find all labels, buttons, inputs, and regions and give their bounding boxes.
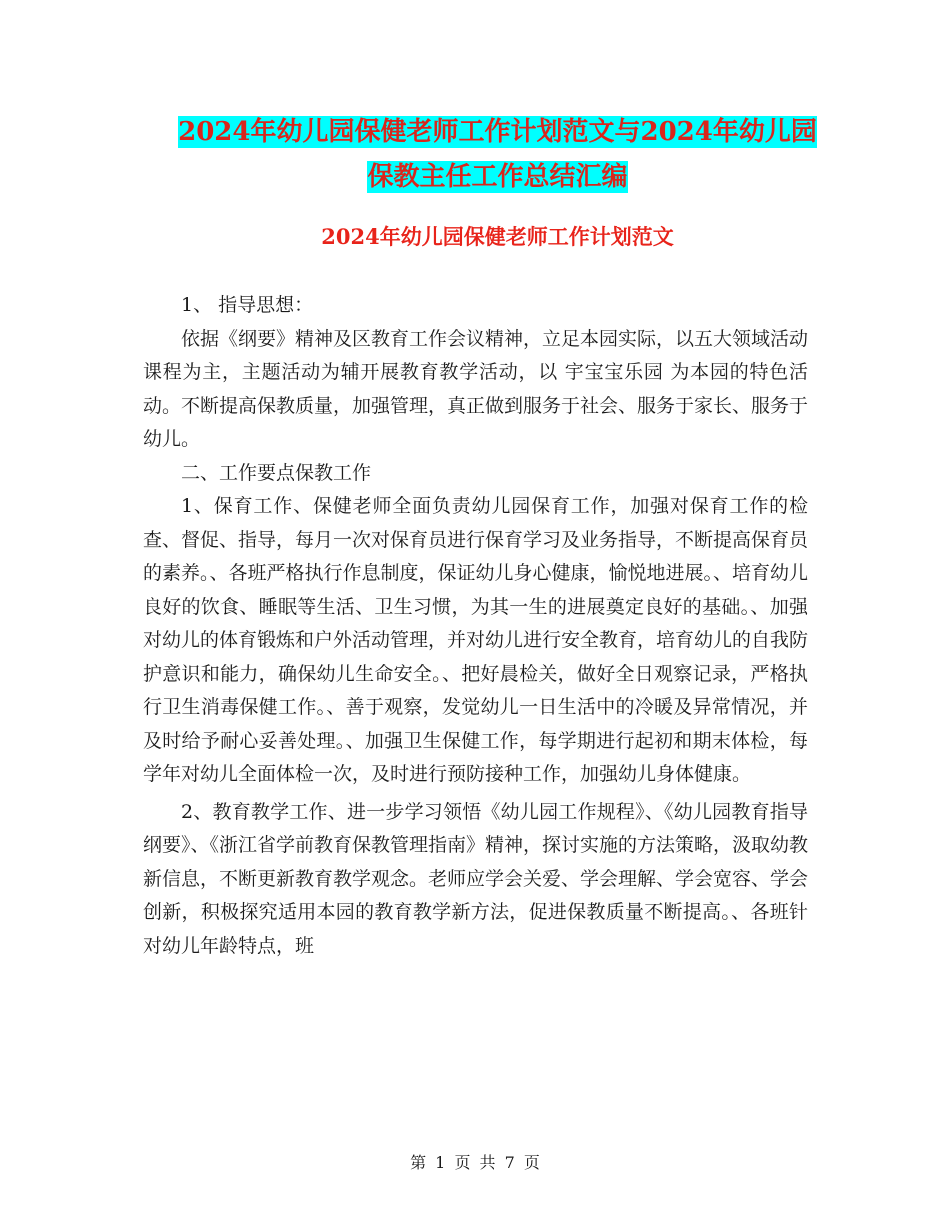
paragraph-care-work: 1、保育工作、保健老师全面负责幼儿园保育工作，加强对保育工作的检查、督促、指导，每月一次对保育员进行保育学习及业务指导，不断提高保育员的素养。、各班严格执行作息制度，保证幼儿身心健康，愉悦地进展。、培育幼儿良好的饮食、睡眠等生活、卫生习惯，为其一生的进展奠定良好的基础。、加强对幼儿的体育锻炼和户外活动管理，并对幼儿进行安全教育，培育幼儿的自我防护意识和能力，确保幼儿生命安全。、把好晨检关，做好全日观察记录，严格执行卫生消毒保健工作。、善于观察，发觉幼儿一日生活中的冷暖及异常情况，并及时给予耐心妥善处理。、加强卫生保健工作，每学期进行起初和期末体检，每学年对幼儿全面体检一次，及时进行预防接种工作，加强幼儿身体健康。 bbox=[143, 495, 809, 785]
document-title-line-2: 保教主任工作总结汇编 bbox=[367, 162, 628, 192]
document-title-line-1: 2024年幼儿园保健老师工作计划范文与2024年幼儿园 bbox=[178, 117, 817, 147]
section-title: 2024年幼儿园保健老师工作计划范文 bbox=[321, 224, 674, 249]
paragraph-work-points-heading: 二、工作要点保教工作 bbox=[181, 461, 372, 484]
paragraph-guiding-content: 依据《纲要》精神及区教育工作会议精神，立足本园实际，以五大领域活动课程为主，主题活动为辅开展教育教学活动，以 宇宝宝乐园 为本园的特色活动。不断提高保教质量，加强管理，真正做到服务于社会、服务于家长、服务于幼儿。 bbox=[143, 327, 809, 450]
paragraph-teaching-work: 2、教育教学工作、进一步学习领悟《幼儿园工作规程》、《幼儿园教育指导纲要》、《浙江省学前教育保教管理指南》精神，探讨实施的方法策略，汲取幼教新信息，不断更新教育教学观念。老师应学会关爱、学会理解、学会宽容、学会创新，积极探究适用本园的教育教学新方法，促进保教质量不断提高。、各班针对幼儿年龄特点，班 bbox=[143, 800, 809, 957]
page-footer: 第 1 页 共 7 页 bbox=[410, 1153, 540, 1172]
paragraph-guiding-heading: 1、 指导思想： bbox=[181, 294, 314, 316]
document-body bbox=[143, 289, 808, 963]
document-title bbox=[140, 110, 855, 200]
